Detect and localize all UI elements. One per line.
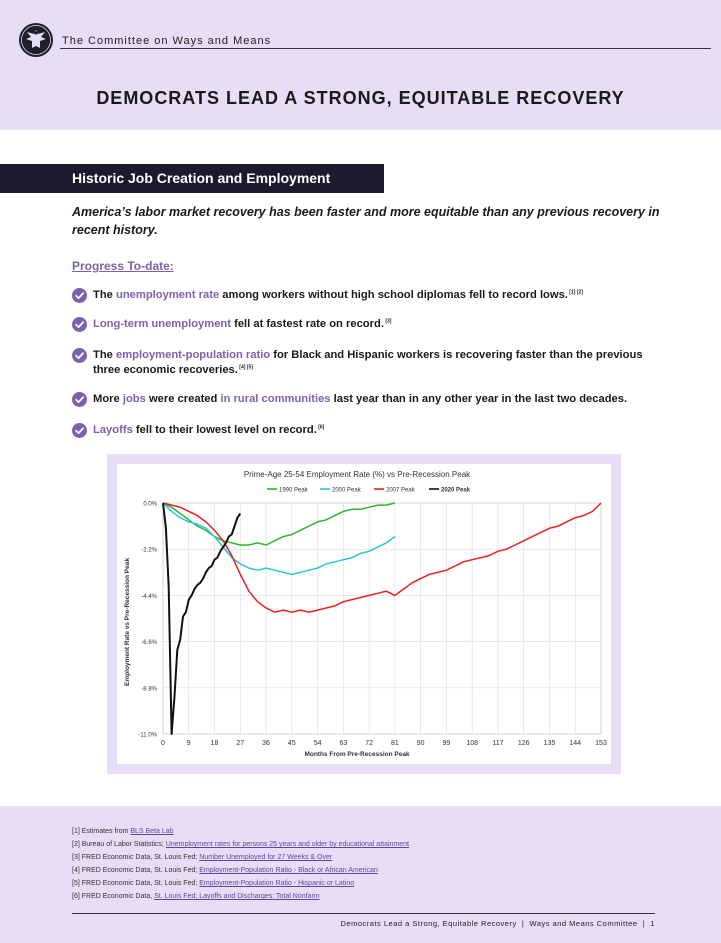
highlight-phrase: in rural communities [220, 393, 331, 405]
page-title: DEMOCRATS LEAD A STRONG, EQUITABLE RECOVERY [96, 88, 625, 108]
check-circle-icon [72, 288, 87, 303]
y-tick-label: -4.4% [141, 593, 157, 600]
footnote: [3] FRED Economic Data, St. Louis Fed; Number Unemployed for 27 Weeks & Over [72, 854, 333, 861]
x-tick-label: 135 [543, 740, 556, 747]
highlight-phrase: Long-term unemployment [93, 318, 231, 330]
y-tick-label: -11.0% [138, 732, 157, 739]
eagle-seal-icon [18, 22, 54, 58]
x-tick-label: 18 [210, 740, 219, 747]
y-axis-label: Employment Rate vs Pre-Recession Peak [124, 558, 131, 686]
footnote-link[interactable]: Number Unemployed for 27 Weeks & Over [199, 854, 333, 861]
x-tick-label: 27 [236, 740, 245, 747]
x-tick-label: 153 [595, 740, 607, 747]
y-tick-label: -8.8% [141, 686, 157, 693]
footnote: [5] FRED Economic Data, St. Louis Fed; Employment-Population Ratio - Hispanic or Latino [72, 880, 355, 887]
section-subtitle: America’s labor market recovery has been faster and more equitable than any previous recovery in recent history. [72, 205, 660, 237]
footnote: [1] Estimates from BLS Beta Lab [72, 828, 174, 835]
footnote-reference: [1] [2] [567, 289, 583, 296]
legend-label: 2007 Peak [386, 487, 415, 494]
legend-label: 2020 Peak [441, 487, 471, 494]
y-tick-label: -2.2% [141, 547, 157, 554]
chart-title: Prime-Age 25-54 Employment Rate (%) vs Pre-Recession Peak [243, 470, 471, 479]
x-tick-label: 144 [569, 740, 582, 747]
footnote: [6] FRED Economic Data, St. Louis Fed; Layoffs and Discharges: Total Nonfarm [72, 893, 320, 900]
legend-label: 1990 Peak [279, 487, 308, 494]
bullet-text: The employment-population ratio for Black and Hispanic workers is recovering faster than the previous three economic recoveries. [4] [5] [93, 349, 643, 376]
bullet-text: Layoffs fell to their lowest level on record. [6] [93, 424, 325, 436]
check-circle-icon [72, 392, 87, 407]
footnote-link[interactable]: BLS Beta Lab [130, 828, 174, 835]
check-circle-icon [72, 317, 87, 332]
x-tick-label: 36 [262, 740, 270, 747]
x-tick-label: 54 [313, 740, 322, 747]
footer-running-title: Democrats Lead a Strong, Equitable Recovery | Ways and Means Committee | 1 [340, 919, 655, 928]
check-circle-icon [72, 348, 87, 363]
x-tick-label: 117 [492, 740, 504, 747]
highlight-phrase: Layoffs [93, 424, 133, 436]
footnote-reference: [4] [5] [237, 364, 253, 371]
footnote: [2] Bureau of Labor Statistics; Unemployment rates for persons 25 years and older by educational attainment [72, 841, 409, 848]
highlight-phrase: unemployment rate [116, 289, 220, 301]
section-banner: Historic Job Creation and Employment [0, 164, 384, 193]
footnote-link[interactable]: Unemployment rates for persons 25 years and older by educational attainment [165, 841, 409, 848]
legend-label: 2000 Peak [332, 487, 361, 494]
y-tick-label: -6.6% [141, 640, 157, 647]
x-tick-label: 63 [339, 740, 348, 747]
x-tick-label: 126 [517, 740, 530, 747]
footnote-link[interactable]: St. Louis Fed; Layoffs and Discharges: Total Nonfarm [154, 893, 320, 900]
employment-rate-chart [117, 464, 611, 764]
x-tick-label: 9 [186, 740, 191, 747]
highlight-phrase: jobs [122, 393, 146, 405]
x-axis-label: Months From Pre-Recession Peak [304, 751, 410, 758]
org-name: The Committee on Ways and Means [62, 35, 272, 47]
check-circle-icon [72, 423, 87, 438]
footnote-link[interactable]: Employment-Population Ratio - Hispanic or Latino [199, 880, 355, 887]
footer-divider [72, 913, 655, 914]
footnote: [4] FRED Economic Data, St. Louis Fed; Employment-Population Ratio - Black or African American [72, 867, 378, 874]
x-tick-label: 108 [466, 740, 479, 747]
x-tick-label: 90 [416, 740, 425, 747]
x-tick-label: 72 [365, 740, 374, 747]
footnote-reference: [6] [316, 424, 325, 431]
x-tick-label: 81 [390, 740, 399, 747]
x-tick-label: 45 [287, 740, 296, 747]
x-tick-label: 99 [442, 740, 451, 747]
bullet-text: More jobs were created in rural communities last year than in any other year in the last two decades. [93, 393, 628, 405]
y-tick-label: 0.0% [143, 501, 157, 508]
footnote-link[interactable]: Employment-Population Ratio - Black or African American [199, 867, 378, 874]
progress-label: Progress To-date: [72, 259, 174, 273]
highlight-phrase: employment-population ratio [116, 349, 271, 361]
header-divider [60, 48, 711, 49]
x-tick-label: 0 [161, 740, 165, 747]
chart-frame [107, 454, 621, 774]
bullet-text: Long-term unemployment fell at fastest rate on record. [3] [93, 318, 392, 330]
header-band [0, 0, 721, 130]
footnote-reference: [3] [383, 318, 392, 325]
bullet-text: The unemployment rate among workers without high school diplomas fell to record lows. [1] [2] [93, 289, 583, 301]
